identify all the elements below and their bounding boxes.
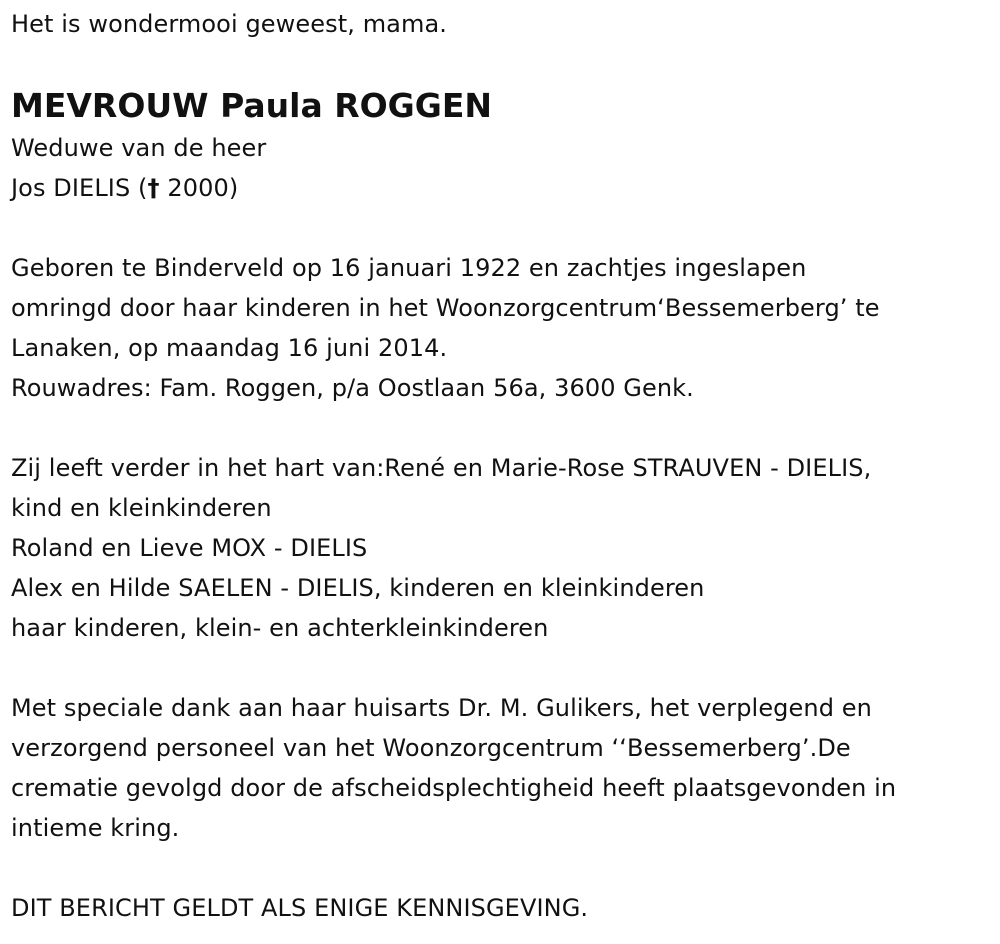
survivors-line: haar kinderen, klein- en achterkleinkinderen	[11, 614, 549, 642]
paragraph-spacer	[11, 648, 996, 688]
mourning-address-line: Rouwadres: Fam. Roggen, p/a Oostlaan 56a, 3600 Genk.	[11, 374, 694, 402]
opening-line: Het is wondermooi geweest, mama.	[11, 10, 447, 38]
paragraph-spacer	[11, 208, 996, 248]
thanks-line: Met speciale dank aan haar huisarts Dr. M. Gulikers, het verplegend en	[11, 694, 872, 722]
cross-icon: †	[147, 174, 160, 202]
thanks-line: crematie gevolgd door de afscheidsplechtigheid heeft plaatsgevonden in	[11, 774, 897, 802]
widow-line: Weduwe van de heer	[11, 134, 267, 162]
spouse-name: Jos DIELIS (	[11, 174, 148, 202]
spouse-death-year: 2000)	[159, 174, 239, 202]
survivors-line: Alex en Hilde SAELEN - DIELIS, kinderen en kleinkinderen	[11, 574, 705, 602]
survivors-line: kind en kleinkinderen	[11, 494, 272, 522]
survivors-line: Roland en Lieve MOX - DIELIS	[11, 534, 368, 562]
spouse-line	[11, 168, 996, 208]
thanks-line: verzorgend personeel van het Woonzorgcentrum ‘‘Bessemerberg’.De	[11, 734, 851, 762]
paragraph-spacer	[11, 848, 996, 888]
paragraph-spacer	[11, 408, 996, 448]
thanks-line: intieme kring.	[11, 814, 180, 842]
obituary-notice	[11, 0, 996, 928]
survivors-line: Zij leeft verder in het hart van:René en Marie-Rose STRAUVEN - DIELIS,	[11, 454, 872, 482]
birth-death-line: omringd door haar kinderen in het Woonzorgcentrum‘Bessemerberg’ te	[11, 294, 880, 322]
birth-death-line: Geboren te Binderveld op 16 januari 1922 en zachtjes ingeslapen	[11, 254, 807, 282]
deceased-name-heading: MEVROUW Paula ROGGEN	[11, 86, 492, 125]
birth-death-line: Lanaken, op maandag 16 juni 2014.	[11, 334, 448, 362]
closing-notice: DIT BERICHT GELDT ALS ENIGE KENNISGEVING.	[11, 894, 589, 922]
